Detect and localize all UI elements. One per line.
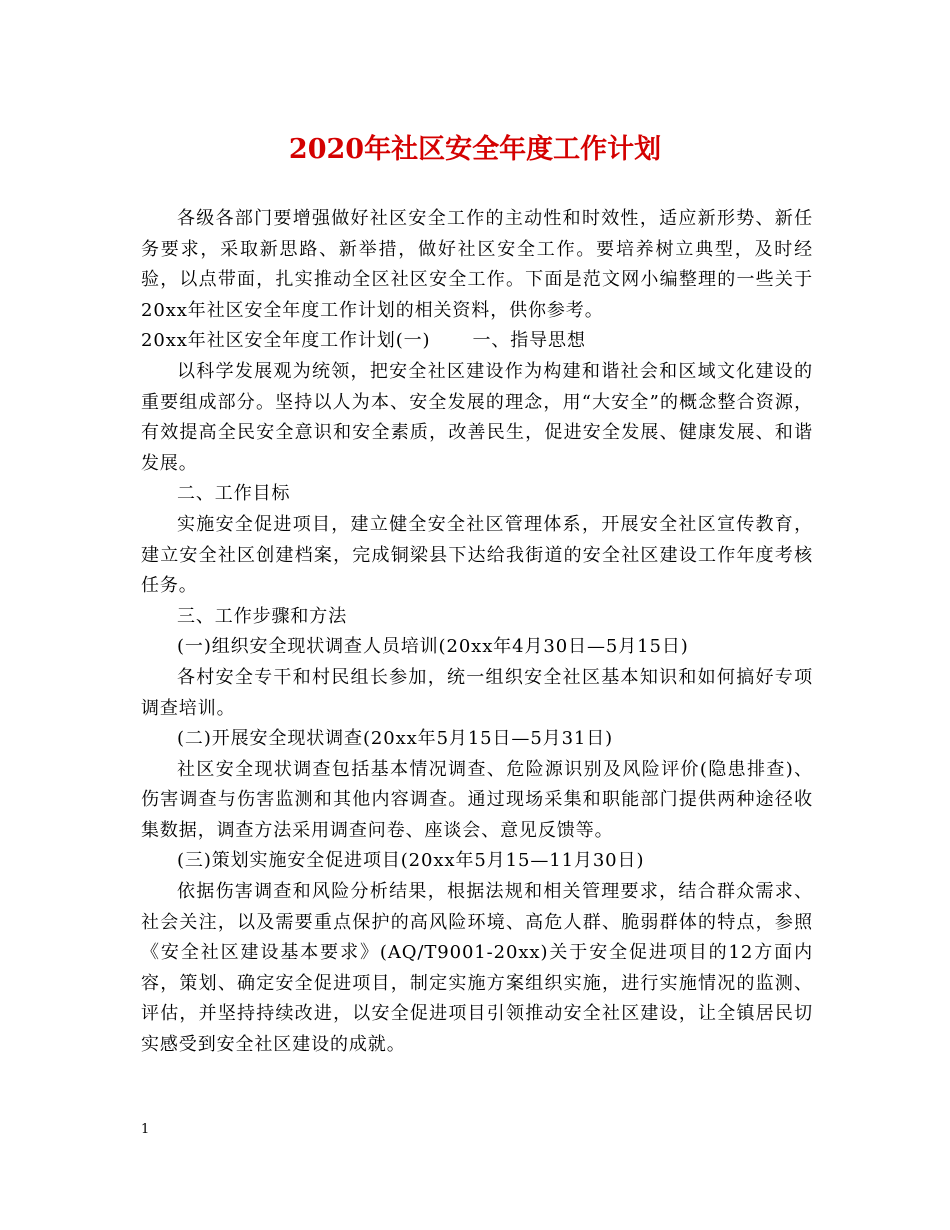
section1-heading: 一、指导思想 xyxy=(472,330,586,352)
step2-heading: (二)开展安全现状调查(20xx年5月15日—5月31日) xyxy=(177,728,614,750)
page-title: 2020年社区安全年度工作计划 xyxy=(288,134,662,165)
section1-body: 以科学发展观为统领，把安全社区建设作为构建和谐社会和区域文化建设的重要组成部分。坚持以人为本、安全发展的理念，用“大安全”的概念整合资源，有效提高全民安全意识和安全素质，改善民生，促进安全发展、健康发展、和谐发展。 xyxy=(141,360,813,474)
step1-body: 各村安全专干和村民组长参加，统一组织安全社区基本知识和如何搞好专项调查培训。 xyxy=(141,666,813,719)
step3-heading: (三)策划实施安全促进项目(20xx年5月15—11月30日) xyxy=(177,850,645,872)
section2-heading: 二、工作目标 xyxy=(177,483,291,505)
page-number: 1 xyxy=(141,1122,150,1137)
plan-title-line xyxy=(141,326,813,357)
section2-body: 实施安全促进项目，建立健全安全社区管理体系，开展安全社区宣传教育，建立安全社区创建档案，完成铜梁县下达给我街道的安全社区建设工作年度考核任务。 xyxy=(141,513,813,597)
step2-body: 社区安全现状调查包括基本情况调查、危险源识别及风险评价(隐患排查)、伤害调查与伤害监测和其他内容调查。通过现场采集和职能部门提供两种途径收集数据，调查方法采用调查问卷、座谈会、意见反馈等。 xyxy=(141,758,813,841)
plan-title: 20xx年社区安全年度工作计划(一) xyxy=(141,330,431,352)
step3-body: 依据伤害调查和风险分析结果，根据法规和相关管理要求，结合群众需求、社会关注，以及需要重点保护的高风险环境、高危人群、脆弱群体的特点，参照《安全社区建设基本要求》(AQ/T9001-20xx)关于安全促进项目的12方面内容，策划、确定安全促进项目，制定实施方案组织实施，进行实施情况的监测、评估，并坚持持续改进，以安全促进项目引领推动安全社区建设，让全镇居民切实感受到安全社区建设的成就。 xyxy=(141,881,813,1056)
intro-paragraph: 各级各部门要增强做好社区安全工作的主动性和时效性，适应新形势、新任务要求，采取新思路、新举措，做好社区安全工作。要培养树立典型，及时经验，以点带面，扎实推动全区社区安全工作。下面是范文网小编整理的一些关于 20xx年社区安全年度工作计划的相关资料，供你参考。 xyxy=(141,208,813,321)
document-body xyxy=(141,204,813,1061)
section3-heading: 三、工作步骤和方法 xyxy=(177,605,348,627)
step1-heading: (一)组织安全现状调查人员培训(20xx年4月30日—5月15日) xyxy=(177,636,689,658)
